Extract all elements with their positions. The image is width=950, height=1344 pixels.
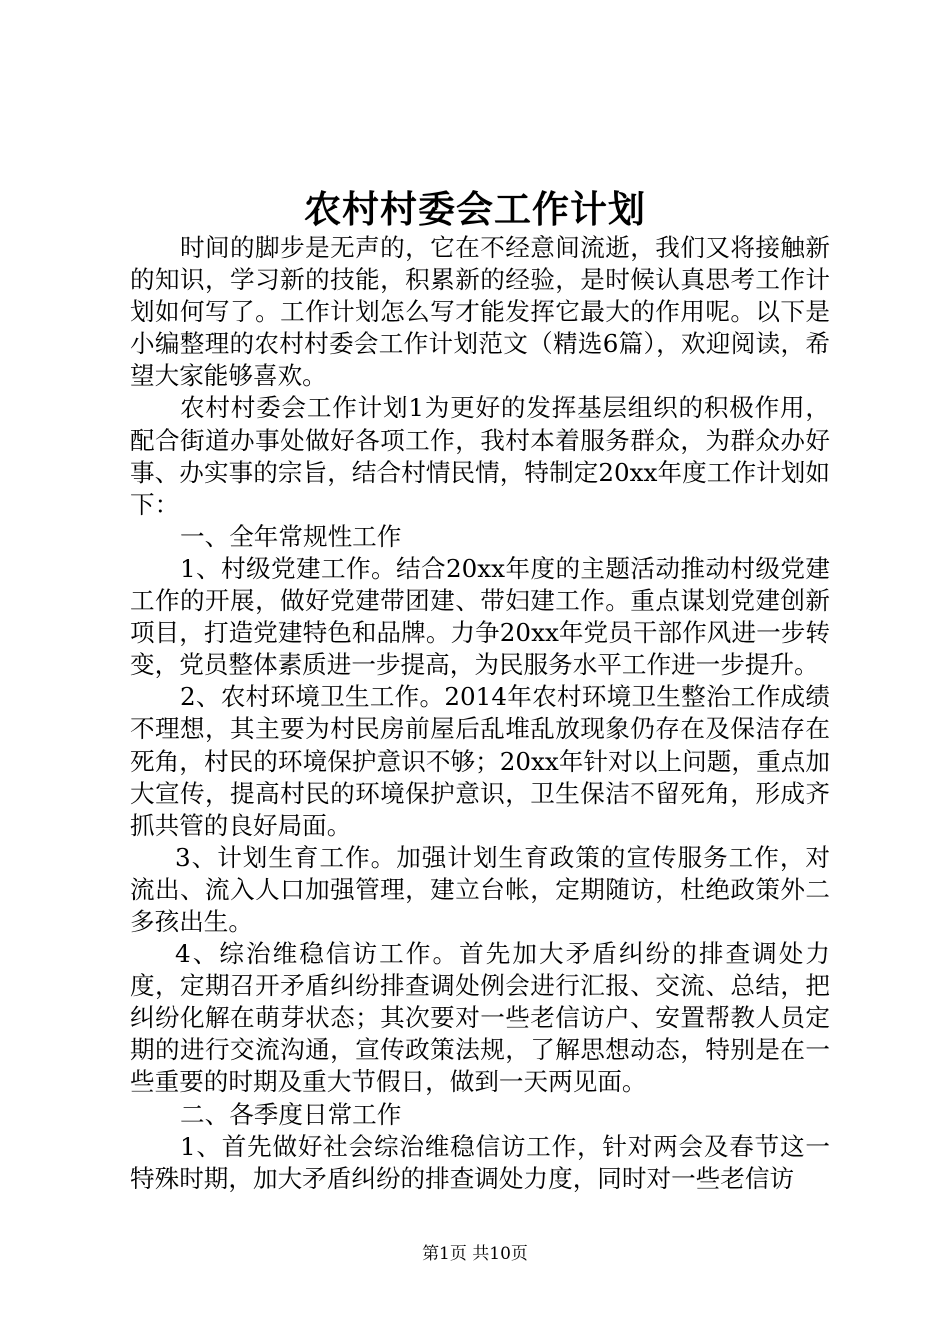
paragraph-intro: 时间的脚步是无声的，它在不经意间流逝，我们又将接触新的知识，学习新的技能，积累新的经验，是时候认真思考工作计划如何写了。工作计划怎么写才能发挥它最大的作用呢。以下是小编整理的农村村委会工作计划范文（精选6篇），欢迎阅读，希望大家能够喜欢。 [130, 233, 830, 391]
paragraph-item-quarterly: 1、首先做好社会综治维稳信访工作，针对两会及春节这一特殊时期，加大矛盾纠纷的排查调处力度，同时对一些老信访 [130, 1131, 830, 1193]
paragraph-plan-1: 农村村委会工作计划1为更好的发挥基层组织的积极作用，配合街道办事处做好各项工作，我村本着服务群众，为群众办好事、办实事的宗旨，结合村情民情，特制定20xx年度工作计划如下： [130, 393, 830, 519]
paragraph-item-party-building: 1、村级党建工作。结合20xx年度的主题活动推动村级党建工作的开展，做好党建带团建、带妇建工作。重点谋划党建创新项目，打造党建特色和品牌。力争20xx年党员干部作风进一步转变，党员整体素质进一步提高，为民服务水平工作进一步提升。 [130, 553, 830, 680]
section-heading-2: 二、各季度日常工作 [180, 1099, 402, 1129]
page-footer: 第1页 共10页 [422, 1244, 528, 1264]
section-heading-1: 一、全年常规性工作 [180, 521, 402, 551]
document-title: 农村村委会工作计划 [304, 187, 646, 231]
paragraph-item-family-planning: 3、计划生育工作。加强计划生育政策的宣传服务工作，对流出、流入人口加强管理，建立台帐，定期随访，杜绝政策外二多孩出生。 [130, 842, 830, 936]
paragraph-item-stability: 4、综治维稳信访工作。首先加大矛盾纠纷的排查调处力度，定期召开矛盾纠纷排查调处例会进行汇报、交流、总结，把纠纷化解在萌芽状态；其次要对一些老信访户、安置帮教人员定期的进行交流沟通，宣传政策法规，了解思想动态，特别是在一些重要的时期及重大节假日，做到一天两见面。 [130, 939, 830, 1097]
paragraph-item-environment: 2、农村环境卫生工作。2014年农村环境卫生整治工作成绩不理想，其主要为村民房前屋后乱堆乱放现象仍存在及保洁存在死角，村民的环境保护意识不够；20xx年针对以上问题，重点加大宣传，提高村民的环境保护意识，卫生保洁不留死角，形成齐抓共管的良好局面。 [130, 682, 830, 840]
document-body [130, 232, 830, 1195]
